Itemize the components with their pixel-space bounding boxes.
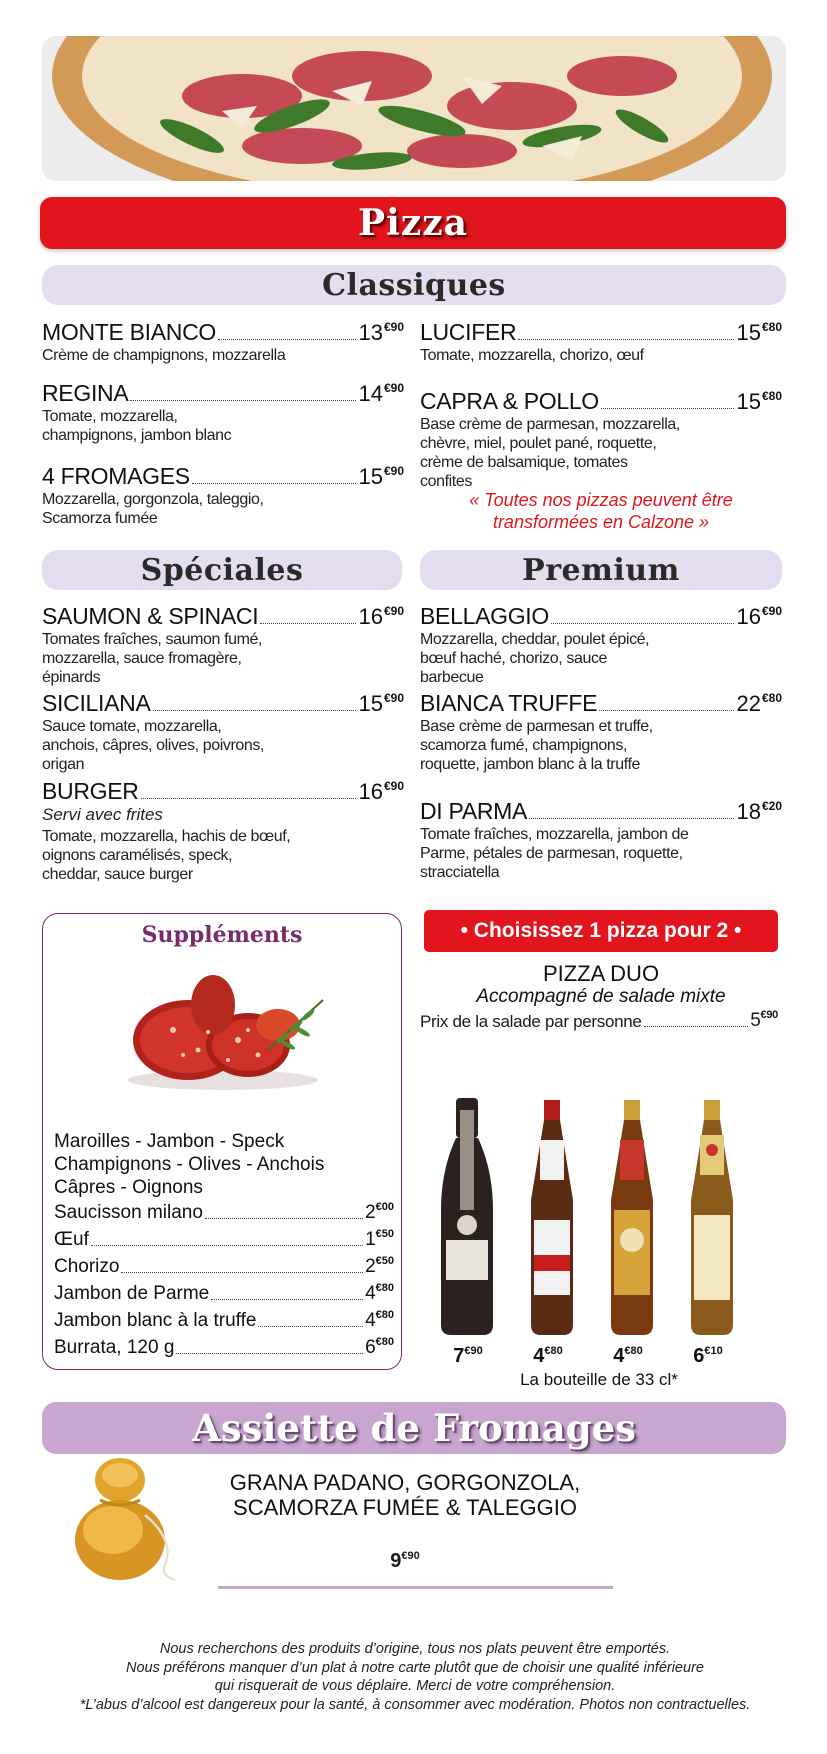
supplement-row (54, 1256, 394, 1276)
beer-bottle-paix-dieu-icon (441, 1098, 493, 1335)
section-speciales (42, 550, 402, 590)
cheese-name: GRANA PADANO, GORGONZOLA, SCAMORZA FUMÉE & TALEGGIO (229, 1470, 581, 1520)
calzone-note: « Toutes nos pizzas peuvent être transformées en Calzone » (469, 490, 733, 532)
supplement-row (54, 1229, 394, 1249)
item-name: SICILIANA (42, 690, 151, 716)
menu-item (420, 321, 782, 365)
footer-line: qui risquerait de vous déplaire. Merci de votre compréhension. (214, 1678, 616, 1694)
duo-title: PIZZA DUO (542, 961, 660, 986)
item-subtitle: Servi avec frites (42, 805, 163, 824)
beer-bottle-moretti-icon (611, 1100, 653, 1335)
supplements-group-1: Maroilles - Jambon - Speck (54, 1131, 285, 1152)
item-price: $14^{€90}$ (358, 381, 404, 406)
beer-bottle-ichnusa-icon (531, 1100, 573, 1335)
supplements-group-3: Câpres - Oignons (54, 1177, 203, 1198)
duo-salad-price: $5^{€90}$ (750, 1009, 778, 1031)
supplement-price: $2^{€50}$ (365, 1255, 394, 1277)
menu-item (42, 465, 404, 528)
menu-item (420, 692, 782, 774)
section-premium (420, 550, 782, 590)
supplement-price: $1^{€50}$ (365, 1228, 394, 1250)
menu-item (42, 780, 404, 884)
footer-line: Nous préférons manquer d’un plat à notre carte plutôt que de choisir une qualité inférieure (126, 1659, 704, 1676)
item-price: $15^{€90}$ (358, 691, 404, 716)
section-title-classiques: Classiques (322, 267, 506, 303)
supplement-price: $4^{€80}$ (365, 1282, 394, 1304)
footer-line: Nous recherchons des produits d’origine, tous nos plats peuvent être emportés. (159, 1641, 671, 1657)
supplement-row (54, 1283, 394, 1303)
item-name: REGINA (42, 380, 129, 406)
scamorza-icon (65, 1445, 195, 1585)
item-name: BURGER (42, 778, 139, 804)
item-name: LUCIFER (420, 319, 517, 345)
item-desc: Tomate, mozzarella, hachis de bœuf, oignons caramélisés, speck, cheddar, sauce burger (42, 828, 291, 883)
divider (218, 1586, 613, 1589)
item-name: MONTE BIANCO (42, 319, 217, 345)
item-desc: Base crème de parmesan, mozzarella, chèvre, miel, poulet pané, roquette, crème de balsamique, tomates confites (420, 416, 680, 490)
duo-salad-label: Prix de la salade par personne (420, 1012, 642, 1031)
supplement-name: Burrata, 120 g (54, 1337, 175, 1358)
beer-price-1: $7^{€90}$ (453, 1345, 483, 1367)
footer-notes (60, 1640, 770, 1714)
supplements-group-2: Champignons - Olives - Anchois (54, 1154, 325, 1175)
item-desc: Crème de champignons, mozzarella (42, 347, 286, 364)
pizza-photo-icon (42, 36, 786, 181)
supplement-row (54, 1310, 394, 1330)
beer-price-4: $6^{€10}$ (693, 1345, 723, 1367)
duo-banner: • Choisissez 1 pizza pour 2 • (424, 910, 778, 952)
item-price: $15^{€80}$ (736, 320, 782, 345)
item-name: BELLAGGIO (420, 603, 549, 629)
beer-bottles (436, 1090, 776, 1340)
supplement-row (54, 1337, 394, 1357)
duo-subtitle: Accompagné de salade mixte (476, 986, 726, 1007)
item-desc: Tomates fraîches, saumon fumé, mozzarella, sauce fromagère, épinards (42, 631, 263, 686)
supplement-name: Œuf (54, 1229, 89, 1250)
menu-item (420, 800, 782, 882)
supplement-row (54, 1202, 394, 1222)
item-desc: Tomate, mozzarella, chorizo, œuf (420, 347, 644, 364)
pizza-banner (40, 197, 786, 249)
beer-bottle-karmeliet-icon (691, 1100, 733, 1335)
menu-item (420, 605, 782, 687)
supplement-price: $6^{€80}$ (365, 1336, 394, 1358)
menu-item (42, 382, 404, 445)
supplement-name: Saucisson milano (54, 1202, 203, 1223)
item-name: BIANCA TRUFFE (420, 690, 598, 716)
beer-price-3: $4^{€80}$ (613, 1345, 643, 1367)
menu-item (42, 321, 404, 365)
item-price: $16^{€90}$ (358, 779, 404, 804)
item-desc: Mozzarella, cheddar, poulet épicé, bœuf haché, chorizo, sauce barbecue (420, 631, 650, 686)
item-name: DI PARMA (420, 798, 528, 824)
item-price: $15^{€90}$ (358, 464, 404, 489)
bottle-note: La bouteille de 33 cl* (520, 1370, 678, 1389)
page-title: Pizza (358, 202, 468, 244)
supplement-price: $2^{€00}$ (365, 1201, 394, 1223)
item-desc: Tomate, mozzarella, champignons, jambon blanc (42, 408, 232, 444)
item-desc: Sauce tomate, mozzarella, anchois, câpres, olives, poivrons, origan (42, 718, 265, 773)
supplements-title: Suppléments (141, 922, 303, 948)
item-name: SAUMON & SPINACI (42, 603, 259, 629)
item-desc: Tomate fraîches, mozzarella, jambon de Parme, pétales de parmesan, roquette, stracciatella (420, 826, 689, 881)
cheese-title: Assiette de Fromages (191, 1406, 637, 1450)
menu-item (420, 390, 782, 491)
item-price: $13^{€90}$ (358, 320, 404, 345)
item-price: $16^{€90}$ (736, 604, 782, 629)
chorizo-icon (118, 970, 328, 1095)
footer-line: *L’abus d’alcool est dangereux pour la santé, à consommer avec modération. Photos non contractuelles. (79, 1696, 751, 1713)
hero-pizza-image (42, 36, 786, 181)
menu-item (42, 692, 404, 774)
supplement-name: Jambon blanc à la truffe (54, 1310, 257, 1331)
section-title-speciales: Spéciales (140, 552, 304, 588)
section-classiques (42, 265, 786, 305)
beer-price-2: $4^{€80}$ (533, 1345, 563, 1367)
item-name: CAPRA & POLLO (420, 388, 599, 414)
cheese-price: $9^{€90}$ (390, 1550, 420, 1572)
menu-item (42, 605, 404, 687)
section-title-premium: Premium (522, 552, 680, 588)
item-price: $16^{€90}$ (358, 604, 404, 629)
item-price: $15^{€80}$ (736, 389, 782, 414)
item-desc: Base crème de parmesan et truffe, scamorza fumé, champignons, roquette, jambon blanc à la truffe (420, 718, 653, 773)
item-price: $22^{€80}$ (736, 691, 782, 716)
supplement-name: Jambon de Parme (54, 1283, 210, 1304)
duo-salad-row (420, 1010, 778, 1030)
item-name: 4 FROMAGES (42, 463, 190, 489)
supplement-price: $4^{€80}$ (365, 1309, 394, 1331)
supplement-name: Chorizo (54, 1256, 120, 1277)
item-desc: Mozzarella, gorgonzola, taleggio, Scamorza fumée (42, 491, 264, 527)
item-price: $18^{€20}$ (736, 799, 782, 824)
